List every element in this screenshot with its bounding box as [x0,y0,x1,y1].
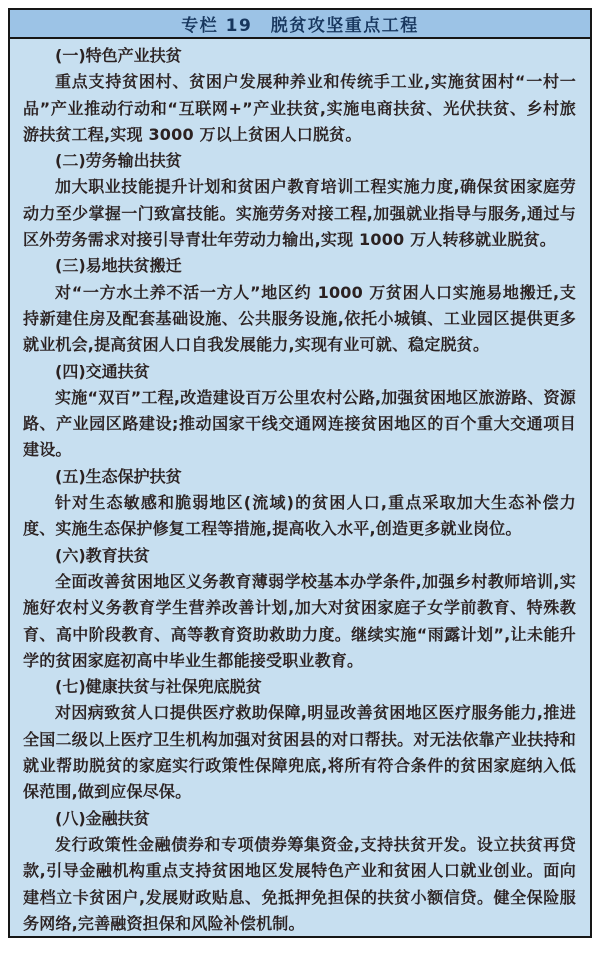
section-paragraph: 重点支持贫困村、贫困户发展种养业和传统手工业,实施贫困村“一村一品”产业推动行动和“互联网+”产业扶贫,实施电商扶贫、光伏扶贫、乡村旅游扶贫工程,实现 3000 万以上贫困人口脱贫。 [23,72,576,144]
section-heading: (四)交通扶贫 [55,361,150,381]
section-transport [23,359,576,464]
section-industry [23,43,576,148]
section-heading: (五)生态保护扶贫 [55,466,182,486]
section-heading: (六)教育扶贫 [55,545,150,565]
section-education [23,543,576,674]
section-heading: (一)特色产业扶贫 [55,46,182,65]
section-paragraph: 全面改善贫困地区义务教育薄弱学校基本办学条件,加强乡村教师培训,实施好农村义务教育学生营养改善计划,加大对贫困家庭子女学前教育、特殊教育、高中阶段教育、高等教育资助救助力度。继续实施“雨露计划”,让未能升学的贫困家庭初高中毕业生都能接受职业教育。 [23,571,576,670]
section-paragraph: 加大职业技能提升计划和贫困户教育培训工程实施力度,确保贫困家庭劳动力至少掌握一门致富技能。实施劳务对接工程,加强就业指导与服务,通过与区外劳务需求对接引导青壮年劳动力输出,实现 1000 万人转移就业脱贫。 [23,177,576,250]
section-paragraph: 对“一方水土养不活一方人”地区约 1000 万贫困人口实施易地搬迁,支持新建住房及配套基础设施、公共服务设施,依托小城镇、工业园区提供更多就业机会,提高贫困人口自我发展能力,实现有业可就、稳定脱贫。 [23,282,576,355]
panel-body [10,39,590,938]
section-heading: (八)金融扶贫 [55,808,150,828]
section-paragraph: 实施“双百”工程,改造建设百万公里农村公路,加强贫困地区旅游路、资源路、产业园区路建设;推动国家干线交通网连接贫困地区的百个重大交通项目建设。 [23,387,576,460]
section-heading: (三)易地扶贫搬迁 [55,256,182,276]
section-finance [23,806,576,937]
section-ecology [23,464,576,543]
section-paragraph: 对因病致贫人口提供医疗救助保障,明显改善贫困地区医疗服务能力,推进全国二级以上医疗卫生机构加强对贫困县的对口帮扶。对无法依靠产业扶持和就业帮助脱贫的家庭实行政策性保障兜底,将所有符合条件的贫困家庭纳入低保范围,做到应保尽保。 [23,703,576,802]
section-health-social-security [23,674,576,805]
panel-header [10,10,590,39]
section-paragraph: 发行政策性金融债券和专项债券筹集资金,支持扶贫开发。设立扶贫再贷款,引导金融机构重点支持贫困地区发展特色产业和贫困人口就业创业。面向建档立卡贫困户,发展财政贴息、免抵押免担保的扶贫小额信贷。健全保险服务网络,完善融资担保和风险补偿机制。 [23,834,576,933]
section-relocation [23,253,576,358]
panel-title: 专栏 19 脱贫攻坚重点工程 [181,16,419,36]
section-paragraph: 针对生态敏感和脆弱地区(流域)的贫困人口,重点采取加大生态补偿力度、实施生态保护修复工程等措施,提高收入水平,创造更多就业岗位。 [23,493,576,539]
section-heading: (七)健康扶贫与社保兜底脱贫 [55,677,262,697]
section-heading: (二)劳务输出扶贫 [55,151,182,171]
section-labor-export [23,148,576,253]
feature-panel [8,8,592,938]
